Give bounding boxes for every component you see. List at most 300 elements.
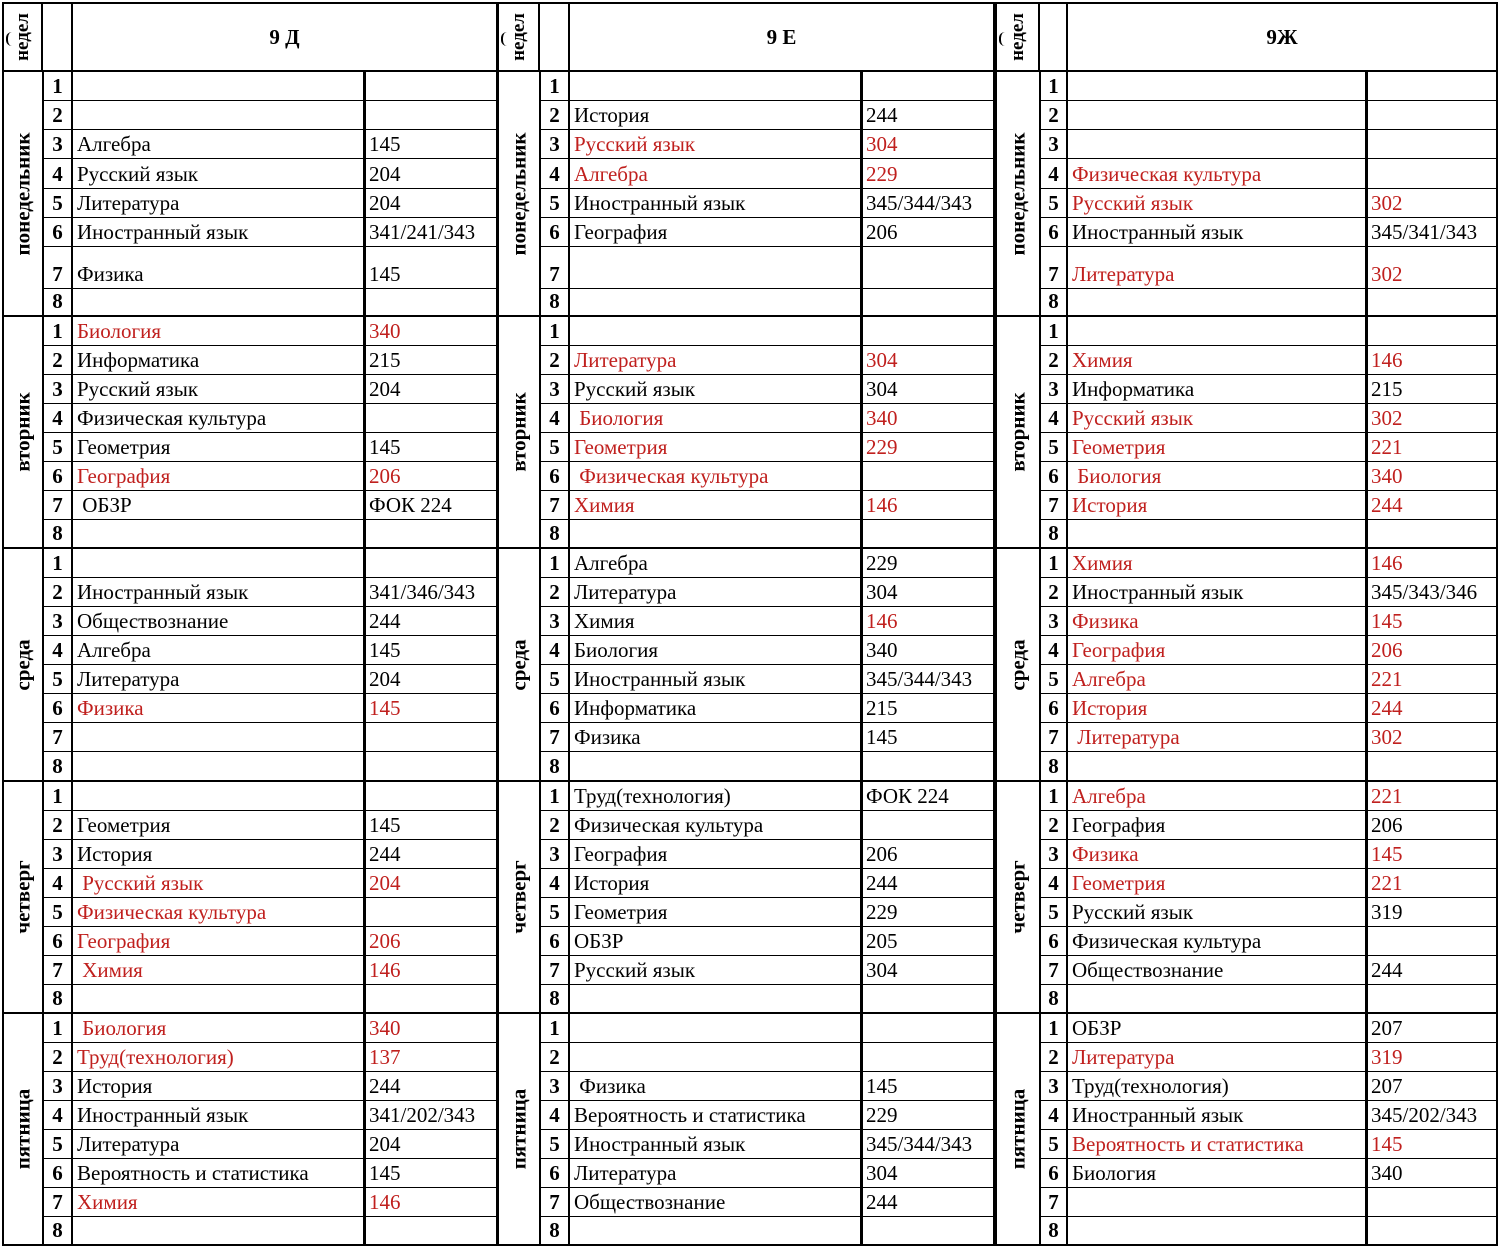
week-label: недел [507, 13, 529, 61]
lesson-number: 2 [43, 811, 73, 840]
class-block [2, 2, 498, 1248]
subject-cell: Физика [1068, 840, 1365, 869]
lesson-number: 4 [43, 636, 73, 665]
subject-cell [73, 723, 363, 752]
subject-cell: География [1068, 811, 1365, 840]
room-cell: 244 [363, 840, 498, 869]
subject-cell: История [73, 840, 363, 869]
lesson-number: 3 [540, 607, 570, 636]
day-label-cell [2, 72, 43, 317]
subject-cell: Иностранный язык [73, 578, 363, 607]
day-label: вторник [1005, 392, 1030, 472]
subject-cell: Физика [570, 1072, 860, 1101]
subject-cell [570, 1043, 860, 1072]
lesson-number: 8 [43, 1217, 73, 1246]
subject-cell: Вероятность и статистика [1068, 1130, 1365, 1159]
day-label: понедельник [506, 132, 531, 255]
lesson-number: 5 [540, 189, 570, 218]
subject-cell [1068, 985, 1365, 1014]
room-cell [1365, 927, 1498, 956]
subject-cell: Вероятность и статистика [73, 1159, 363, 1188]
room-cell: 207 [1365, 1014, 1498, 1043]
day-label: пятница [10, 1088, 35, 1170]
lesson-number: 5 [540, 1130, 570, 1159]
subject-cell: Иностранный язык [73, 218, 363, 247]
room-cell: 340 [860, 636, 995, 665]
lesson-number: 7 [540, 723, 570, 752]
subject-cell: Русский язык [570, 956, 860, 985]
room-cell [363, 752, 498, 782]
room-cell: 215 [363, 346, 498, 375]
subject-cell: Физика [73, 694, 363, 723]
room-cell [1365, 1217, 1498, 1246]
room-cell: 206 [1365, 636, 1498, 665]
day-label: вторник [506, 392, 531, 472]
subject-cell: География [73, 462, 363, 491]
lesson-number: 2 [43, 101, 73, 130]
subject-cell: Иностранный язык [570, 1130, 860, 1159]
lesson-number: 5 [540, 665, 570, 694]
lesson-number: 6 [540, 218, 570, 247]
room-cell: 204 [363, 159, 498, 189]
lesson-number: 3 [43, 840, 73, 869]
room-cell: 206 [363, 927, 498, 956]
subject-cell: Химия [1068, 549, 1365, 578]
lesson-number: 8 [43, 520, 73, 549]
subject-cell: Биология [570, 404, 860, 433]
lesson-number: 8 [540, 520, 570, 549]
room-cell: 340 [363, 1014, 498, 1043]
lesson-number: 5 [1040, 898, 1068, 927]
room-cell: 304 [860, 375, 995, 404]
room-cell [860, 1043, 995, 1072]
subject-cell [1068, 72, 1365, 101]
lesson-number: 2 [540, 346, 570, 375]
room-cell: 244 [363, 1072, 498, 1101]
lesson-number: 1 [540, 782, 570, 811]
room-cell: 244 [860, 869, 995, 898]
class-block [497, 2, 995, 1248]
subject-cell: Геометрия [1068, 869, 1365, 898]
day-label: вторник [10, 392, 35, 472]
lesson-number: 7 [43, 956, 73, 985]
room-cell: 340 [1365, 462, 1498, 491]
week-label: недел [1006, 13, 1028, 61]
room-cell: 145 [363, 636, 498, 665]
day-label: понедельник [10, 132, 35, 255]
room-cell [1365, 159, 1498, 189]
room-cell [363, 898, 498, 927]
day-label: среда [10, 638, 35, 691]
room-cell [363, 549, 498, 578]
cut-glyph [999, 32, 1007, 46]
lesson-number: 6 [540, 1159, 570, 1188]
lesson-number: 3 [1040, 130, 1068, 159]
subject-cell: Физика [73, 247, 363, 289]
lesson-number: 6 [1040, 218, 1068, 247]
room-cell: 146 [860, 607, 995, 636]
class-name-header: 9 Е [570, 2, 995, 72]
subject-cell: История [73, 1072, 363, 1101]
room-cell: 244 [860, 101, 995, 130]
lesson-number: 5 [540, 433, 570, 462]
lesson-number: 7 [540, 1188, 570, 1217]
subject-cell: Биология [73, 1014, 363, 1043]
lesson-number: 1 [43, 549, 73, 578]
room-cell: 340 [363, 317, 498, 346]
room-cell: 145 [363, 247, 498, 289]
subject-cell: География [570, 218, 860, 247]
lesson-number: 5 [1040, 189, 1068, 218]
lesson-number: 4 [540, 869, 570, 898]
room-cell: 204 [363, 1130, 498, 1159]
room-cell: 345/341/343 [1365, 218, 1498, 247]
subject-cell: Иностранный язык [1068, 1101, 1365, 1130]
room-cell: 319 [1365, 898, 1498, 927]
lesson-number: 6 [43, 694, 73, 723]
lesson-number: 4 [43, 869, 73, 898]
lesson-number-header [1040, 2, 1068, 72]
lesson-number: 5 [43, 189, 73, 218]
subject-cell [73, 520, 363, 549]
room-cell [860, 289, 995, 317]
room-cell: 146 [363, 956, 498, 985]
room-cell: 304 [860, 130, 995, 159]
room-cell: 204 [363, 189, 498, 218]
room-cell: 341/202/343 [363, 1101, 498, 1130]
room-cell: ФОК 224 [860, 782, 995, 811]
room-cell: 145 [860, 723, 995, 752]
room-cell [860, 72, 995, 101]
room-cell [860, 462, 995, 491]
room-cell: 244 [1365, 956, 1498, 985]
lesson-number: 3 [43, 130, 73, 159]
day-label-cell [995, 549, 1040, 782]
lesson-number: 6 [1040, 462, 1068, 491]
subject-cell: Геометрия [570, 433, 860, 462]
day-label-cell [497, 72, 540, 317]
room-cell [1365, 985, 1498, 1014]
room-cell: 221 [1365, 782, 1498, 811]
subject-cell: Физическая культура [570, 811, 860, 840]
lesson-number: 6 [43, 462, 73, 491]
lesson-number: 4 [540, 636, 570, 665]
room-cell: 204 [363, 375, 498, 404]
subject-cell: Русский язык [73, 375, 363, 404]
lesson-number: 4 [540, 159, 570, 189]
lesson-number: 5 [43, 1130, 73, 1159]
room-cell: 206 [363, 462, 498, 491]
subject-cell [73, 101, 363, 130]
lesson-number: 7 [1040, 723, 1068, 752]
room-cell: 319 [1365, 1043, 1498, 1072]
lesson-number: 6 [1040, 1159, 1068, 1188]
lesson-number: 1 [1040, 1014, 1068, 1043]
day-label-cell [497, 549, 540, 782]
room-cell [1365, 130, 1498, 159]
subject-cell [73, 985, 363, 1014]
subject-cell: Алгебра [1068, 665, 1365, 694]
lesson-number: 5 [43, 665, 73, 694]
lesson-number: 5 [1040, 665, 1068, 694]
subject-cell: Иностранный язык [570, 665, 860, 694]
subject-cell: ОБЗР [570, 927, 860, 956]
room-cell [860, 985, 995, 1014]
subject-cell: Литература [570, 1159, 860, 1188]
lesson-number: 1 [540, 72, 570, 101]
week-header [2, 2, 43, 72]
subject-cell: Иностранный язык [570, 189, 860, 218]
lesson-number: 8 [1040, 520, 1068, 549]
subject-cell: Алгебра [1068, 782, 1365, 811]
subject-cell: ОБЗР [73, 491, 363, 520]
class-name-header: 9 Д [73, 2, 498, 72]
subject-cell: Русский язык [570, 375, 860, 404]
room-cell: 244 [1365, 491, 1498, 520]
subject-cell: Физическая культура [1068, 159, 1365, 189]
subject-cell: Иностранный язык [1068, 218, 1365, 247]
week-header [497, 2, 540, 72]
room-cell: ФОК 224 [363, 491, 498, 520]
room-cell: 145 [1365, 607, 1498, 636]
subject-cell: Химия [73, 956, 363, 985]
day-label-cell [995, 1014, 1040, 1246]
room-cell: 206 [860, 218, 995, 247]
lesson-number: 2 [43, 1043, 73, 1072]
subject-cell: Физическая культура [1068, 927, 1365, 956]
lesson-number: 4 [1040, 1101, 1068, 1130]
room-cell [363, 520, 498, 549]
subject-cell: Химия [570, 607, 860, 636]
lesson-number: 7 [43, 1188, 73, 1217]
subject-cell: Русский язык [73, 159, 363, 189]
day-label: четверг [1005, 860, 1030, 934]
lesson-number: 8 [540, 985, 570, 1014]
week-header [995, 2, 1040, 72]
room-cell: 145 [363, 1159, 498, 1188]
lesson-number-header [540, 2, 570, 72]
lesson-number: 8 [540, 752, 570, 782]
subject-cell: Обществознание [73, 607, 363, 636]
subject-cell: Труд(технология) [1068, 1072, 1365, 1101]
room-cell: 341/241/343 [363, 218, 498, 247]
lesson-number: 4 [1040, 404, 1068, 433]
room-cell: 215 [1365, 375, 1498, 404]
lesson-number: 3 [43, 375, 73, 404]
room-cell: 221 [1365, 433, 1498, 462]
room-cell: 145 [363, 130, 498, 159]
room-cell: 145 [1365, 840, 1498, 869]
subject-cell [1068, 130, 1365, 159]
room-cell: 145 [363, 694, 498, 723]
subject-cell: История [1068, 694, 1365, 723]
room-cell: 341/346/343 [363, 578, 498, 607]
day-label: четверг [10, 860, 35, 934]
room-cell: 244 [860, 1188, 995, 1217]
room-cell: 145 [363, 433, 498, 462]
room-cell: 345/202/343 [1365, 1101, 1498, 1130]
room-cell: 215 [860, 694, 995, 723]
room-cell: 345/344/343 [860, 1130, 995, 1159]
subject-cell: Труд(технология) [73, 1043, 363, 1072]
subject-cell: История [1068, 491, 1365, 520]
subject-cell: Литература [570, 346, 860, 375]
room-cell: 221 [1365, 665, 1498, 694]
lesson-number: 4 [1040, 636, 1068, 665]
room-cell: 229 [860, 1101, 995, 1130]
subject-cell: Геометрия [73, 811, 363, 840]
room-cell: 204 [363, 665, 498, 694]
subject-cell [570, 752, 860, 782]
day-label-cell [497, 317, 540, 549]
room-cell [1365, 289, 1498, 317]
subject-cell [73, 782, 363, 811]
day-label-cell [995, 782, 1040, 1014]
lesson-number: 4 [540, 404, 570, 433]
lesson-number: 1 [43, 72, 73, 101]
subject-cell: Алгебра [73, 636, 363, 665]
subject-cell: Физика [570, 723, 860, 752]
room-cell [363, 404, 498, 433]
room-cell: 146 [1365, 549, 1498, 578]
subject-cell: Химия [570, 491, 860, 520]
subject-cell: Биология [73, 317, 363, 346]
room-cell: 205 [860, 927, 995, 956]
room-cell: 229 [860, 433, 995, 462]
lesson-number: 8 [1040, 1217, 1068, 1246]
room-cell: 229 [860, 549, 995, 578]
day-label: пятница [1005, 1088, 1030, 1170]
day-label-cell [995, 317, 1040, 549]
lesson-number: 7 [540, 247, 570, 289]
class-block [995, 2, 1498, 1248]
lesson-number: 7 [1040, 247, 1068, 289]
subject-cell: Литература [570, 578, 860, 607]
subject-cell: Геометрия [570, 898, 860, 927]
subject-cell [1068, 752, 1365, 782]
lesson-number: 1 [1040, 782, 1068, 811]
lesson-number: 5 [540, 898, 570, 927]
lesson-number: 8 [1040, 289, 1068, 317]
subject-cell: Русский язык [1068, 404, 1365, 433]
room-cell [860, 247, 995, 289]
room-cell: 345/344/343 [860, 665, 995, 694]
subject-cell [570, 1014, 860, 1043]
room-cell: 345/344/343 [860, 189, 995, 218]
subject-cell: Информатика [570, 694, 860, 723]
lesson-number: 4 [540, 1101, 570, 1130]
lesson-number-header [43, 2, 73, 72]
room-cell: 229 [860, 898, 995, 927]
subject-cell [73, 549, 363, 578]
lesson-number: 3 [1040, 1072, 1068, 1101]
subject-cell: Химия [1068, 346, 1365, 375]
room-cell [363, 101, 498, 130]
subject-cell: Физика [1068, 607, 1365, 636]
room-cell: 304 [860, 578, 995, 607]
subject-cell [73, 289, 363, 317]
day-label: пятница [506, 1088, 531, 1170]
lesson-number: 2 [1040, 578, 1068, 607]
lesson-number: 4 [1040, 869, 1068, 898]
lesson-number: 3 [540, 1072, 570, 1101]
lesson-number: 4 [43, 1101, 73, 1130]
day-label-cell [2, 1014, 43, 1246]
room-cell [1365, 520, 1498, 549]
room-cell [363, 723, 498, 752]
subject-cell: Физическая культура [73, 404, 363, 433]
lesson-number: 4 [43, 404, 73, 433]
room-cell: 340 [860, 404, 995, 433]
subject-cell: Русский язык [1068, 898, 1365, 927]
subject-cell: История [570, 869, 860, 898]
subject-cell [73, 752, 363, 782]
room-cell: 304 [860, 346, 995, 375]
subject-cell: География [1068, 636, 1365, 665]
room-cell: 146 [860, 491, 995, 520]
room-cell [860, 811, 995, 840]
subject-cell [73, 1217, 363, 1246]
lesson-number: 1 [43, 317, 73, 346]
lesson-number: 1 [1040, 549, 1068, 578]
lesson-number: 2 [540, 578, 570, 607]
room-cell: 221 [1365, 869, 1498, 898]
lesson-number: 7 [43, 723, 73, 752]
lesson-number: 6 [1040, 694, 1068, 723]
lesson-number: 3 [43, 1072, 73, 1101]
lesson-number: 8 [43, 985, 73, 1014]
subject-cell [73, 72, 363, 101]
lesson-number: 7 [1040, 1188, 1068, 1217]
lesson-number: 3 [540, 130, 570, 159]
subject-cell: Химия [73, 1188, 363, 1217]
subject-cell: Русский язык [570, 130, 860, 159]
class-name-header: 9Ж [1068, 2, 1498, 72]
lesson-number: 6 [43, 218, 73, 247]
subject-cell [570, 1217, 860, 1246]
room-cell: 145 [363, 811, 498, 840]
lesson-number: 2 [540, 101, 570, 130]
lesson-number: 1 [43, 1014, 73, 1043]
lesson-number: 6 [540, 927, 570, 956]
subject-cell [1068, 101, 1365, 130]
subject-cell: Иностранный язык [73, 1101, 363, 1130]
room-cell [1365, 317, 1498, 346]
room-cell [860, 1014, 995, 1043]
lesson-number: 5 [1040, 433, 1068, 462]
lesson-number: 6 [1040, 927, 1068, 956]
lesson-number: 7 [1040, 491, 1068, 520]
room-cell: 207 [1365, 1072, 1498, 1101]
room-cell: 302 [1365, 247, 1498, 289]
subject-cell [570, 520, 860, 549]
day-label-cell [995, 72, 1040, 317]
lesson-number: 4 [1040, 159, 1068, 189]
subject-cell: География [73, 927, 363, 956]
day-label-cell [2, 317, 43, 549]
subject-cell: Литература [73, 665, 363, 694]
day-label: понедельник [1005, 132, 1030, 255]
lesson-number: 1 [540, 317, 570, 346]
lesson-number: 6 [43, 1159, 73, 1188]
subject-cell: Биология [1068, 1159, 1365, 1188]
lesson-number: 5 [43, 898, 73, 927]
room-cell: 302 [1365, 189, 1498, 218]
subject-cell: Литература [1068, 723, 1365, 752]
subject-cell: Литература [73, 1130, 363, 1159]
subject-cell [1068, 1217, 1365, 1246]
room-cell [860, 317, 995, 346]
